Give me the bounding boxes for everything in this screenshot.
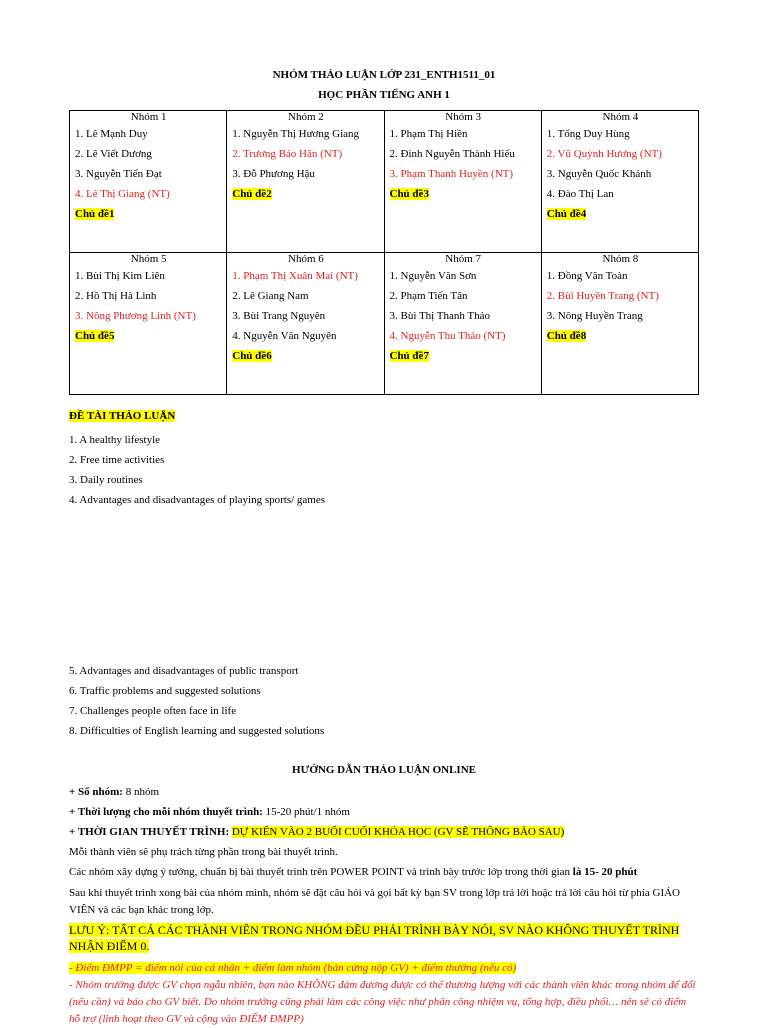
groups-row [70, 111, 699, 253]
group-member: 1. Nguyễn Văn Sơn [389, 270, 477, 282]
topic-item: 4. Advantages and disadvantages of playing sports/ games [69, 494, 326, 506]
topic-label: Chủ đề [389, 188, 424, 200]
topic-number: 6 [266, 350, 272, 362]
group-leader: 4. Lê Thị Giang (NT) [75, 188, 170, 200]
group-leader: 2. Vũ Quỳnh Hương (NT) [546, 148, 662, 160]
topic-item: 8. Difficulties of English learning and suggested solutions [69, 725, 325, 737]
group-member: 2. Lê Giang Nam [232, 290, 309, 302]
topic-number: 8 [580, 330, 587, 342]
group-name: Nhóm 6 [288, 253, 324, 265]
group-name: Nhóm 3 [445, 111, 481, 123]
group-topic [75, 326, 222, 346]
group-leader: 3. Nông Phương Linh (NT) [75, 310, 196, 322]
group-name: Nhóm 4 [602, 111, 639, 123]
topic-item: 6. Traffic problems and suggested solutions [69, 685, 261, 697]
topic-number: 3 [423, 188, 429, 200]
group-cell [384, 111, 541, 253]
presentation-time-line: + THỜI GIAN THUYẾT TRÌNH: DỰ KIẾN VÀO 2 BUỔI CUỐI KHÓA HỌC (GV SẼ THÔNG BÁO SAU) [69, 826, 565, 838]
group-member: 3. Bùi Trang Nguyên [232, 310, 326, 322]
group-member: 4. Nguyễn Văn Nguyên [232, 330, 337, 342]
group-cell [70, 253, 227, 395]
duration-line: + Thời lượng cho mỗi nhóm thuyết trình: 15-20 phút/1 nhóm [69, 806, 350, 818]
topic-number: 7 [423, 350, 429, 362]
group-topic [232, 184, 379, 204]
group-member: 1. Tống Duy Hùng [546, 128, 630, 140]
group-member: 3. Nguyễn Quốc Khánh [546, 168, 652, 180]
topics-list-part2 [69, 661, 324, 741]
group-member: 2. Đinh Nguyễn Thành Hiếu [389, 148, 515, 160]
group-topic [547, 204, 694, 224]
topic-item: 7. Challenges people often face in life [69, 705, 237, 717]
group-leader: 4. Nguyễn Thu Thảo (NT) [389, 330, 506, 342]
group-member: 1. Đồng Văn Toàn [546, 270, 628, 282]
group-cell [384, 253, 541, 395]
group-count-line: + Số nhóm: 8 nhóm [69, 786, 160, 798]
score-line: - Điểm ĐMPP = điểm nói của cá nhân + điểm làm nhóm (bản cứng nộp GV) + điểm thưởng (nếu có) [69, 962, 517, 974]
group-member: 1. Phạm Thị Hiền [389, 128, 468, 140]
topic-label: Chủ đề [389, 350, 424, 362]
group-member: 1. Bùi Thị Kim Liên [75, 270, 165, 282]
group-cell [227, 253, 384, 395]
topic-item: 3. Daily routines [69, 474, 143, 486]
group-member: 4. Đào Thị Lan [546, 188, 614, 200]
group-cell [227, 111, 384, 253]
guide-paragraph-2: Các nhóm xây dựng ý tưởng, chuẩn bị bài thuyết trình trên POWER POINT và trình bày trước lớp trong thời gian là 15- 20 phút [69, 866, 638, 878]
groups-row [70, 253, 699, 395]
topic-number: 4 [580, 208, 587, 220]
group-leader: 2. Trương Bảo Hân (NT) [232, 148, 343, 160]
topic-item: 5. Advantages and disadvantages of public transport [69, 665, 299, 677]
group-member: 3. Nông Huyền Trang [546, 310, 643, 322]
topic-label: Chủ đề [232, 350, 267, 362]
document-title: NHÓM THẢO LUẬN LỚP 231_ENTH1511_01 [272, 69, 496, 81]
group-name: Nhóm 5 [130, 253, 167, 265]
group-member: 3. Bùi Thị Thanh Thảo [389, 310, 491, 322]
topic-label: Chủ đề [546, 208, 581, 220]
group-name: Nhóm 2 [288, 111, 324, 123]
guide-paragraph-3: Sau khi thuyết trình xong bài của nhóm mình, nhóm sẽ đặt câu hỏi và gọi bất kỳ bạn SV trong lớp trả lời hoặc trả lời câu hỏi từ phía GIÁO VIÊN và các bạn khác trong lớp. [69, 887, 680, 916]
guide-title: HƯỚNG DẪN THẢO LUẬN ONLINE [292, 764, 476, 776]
leader-note: - Nhóm trưởng được GV chọn ngẫu nhiên, bạn nào KHÔNG đảm đương được có thể thương lượng với các thành viên khác trong nhóm để đổi (nếu cần) và báo cho GV biết. Do nhóm trưởng cũng phải làm các công việc như phân công nhiệm vụ, tổng hợp, điều phối… nên sẽ có điểm hỗ trợ (linh hoạt theo GV và cộng vào ĐIỂM ĐMPP) [69, 979, 696, 1025]
group-topic [390, 184, 537, 204]
guide-paragraph-1: Mỗi thành viên sẽ phụ trách từng phần trong bài thuyết trình. [69, 846, 338, 858]
group-name: Nhóm 7 [445, 253, 481, 265]
group-member: 3. Đỗ Phương Hậu [232, 168, 315, 180]
group-member: 2. Phạm Tiến Tân [389, 290, 468, 302]
group-member: 1. Lê Mạnh Duy [75, 128, 148, 140]
topic-item: 2. Free time activities [69, 454, 165, 466]
group-member: 1. Nguyễn Thị Hương Giang [232, 128, 360, 140]
group-cell [70, 111, 227, 253]
group-leader: 1. Phạm Thị Xuân Mai (NT) [232, 270, 358, 282]
topics-heading: ĐỀ TÀI THẢO LUẬN [69, 410, 176, 422]
group-topic [232, 346, 379, 366]
group-cell [541, 111, 698, 253]
group-member: 2. Hồ Thị Hà Linh [75, 290, 157, 302]
topic-number: 2 [266, 188, 272, 200]
groups-table [69, 110, 699, 395]
topic-number: 1 [108, 208, 115, 220]
topic-label: Chủ đề [232, 188, 267, 200]
topic-label: Chủ đề [546, 330, 581, 342]
group-topic [390, 346, 537, 366]
topics-list-part1 [69, 430, 325, 510]
group-leader: 3. Phạm Thanh Huyền (NT) [389, 168, 514, 180]
topic-number: 5 [108, 330, 115, 342]
group-name: Nhóm 1 [130, 111, 167, 123]
note-paragraph: LƯU Ý: TẤT CẢ CÁC THÀNH VIÊN TRONG NHÓM ĐỀU PHẢI TRÌNH BÀY NÓI, SV NÀO KHÔNG THUYẾT TRÌNH NHẬN ĐIỂM 0. [69, 923, 680, 953]
group-member: 3. Nguyễn Tiến Đạt [75, 168, 162, 180]
topic-label: Chủ đề [75, 330, 109, 342]
group-name: Nhóm 8 [602, 253, 639, 265]
topic-label: Chủ đề [75, 208, 109, 220]
group-member: 2. Lê Viết Dương [75, 148, 152, 160]
group-topic [75, 204, 222, 224]
group-leader: 2. Bùi Huyền Trang (NT) [546, 290, 659, 302]
group-cell [541, 253, 698, 395]
group-topic [547, 326, 694, 346]
course-title: HỌC PHẦN TIẾNG ANH 1 [318, 89, 450, 101]
topic-item: 1. A healthy lifestyle [69, 434, 161, 446]
